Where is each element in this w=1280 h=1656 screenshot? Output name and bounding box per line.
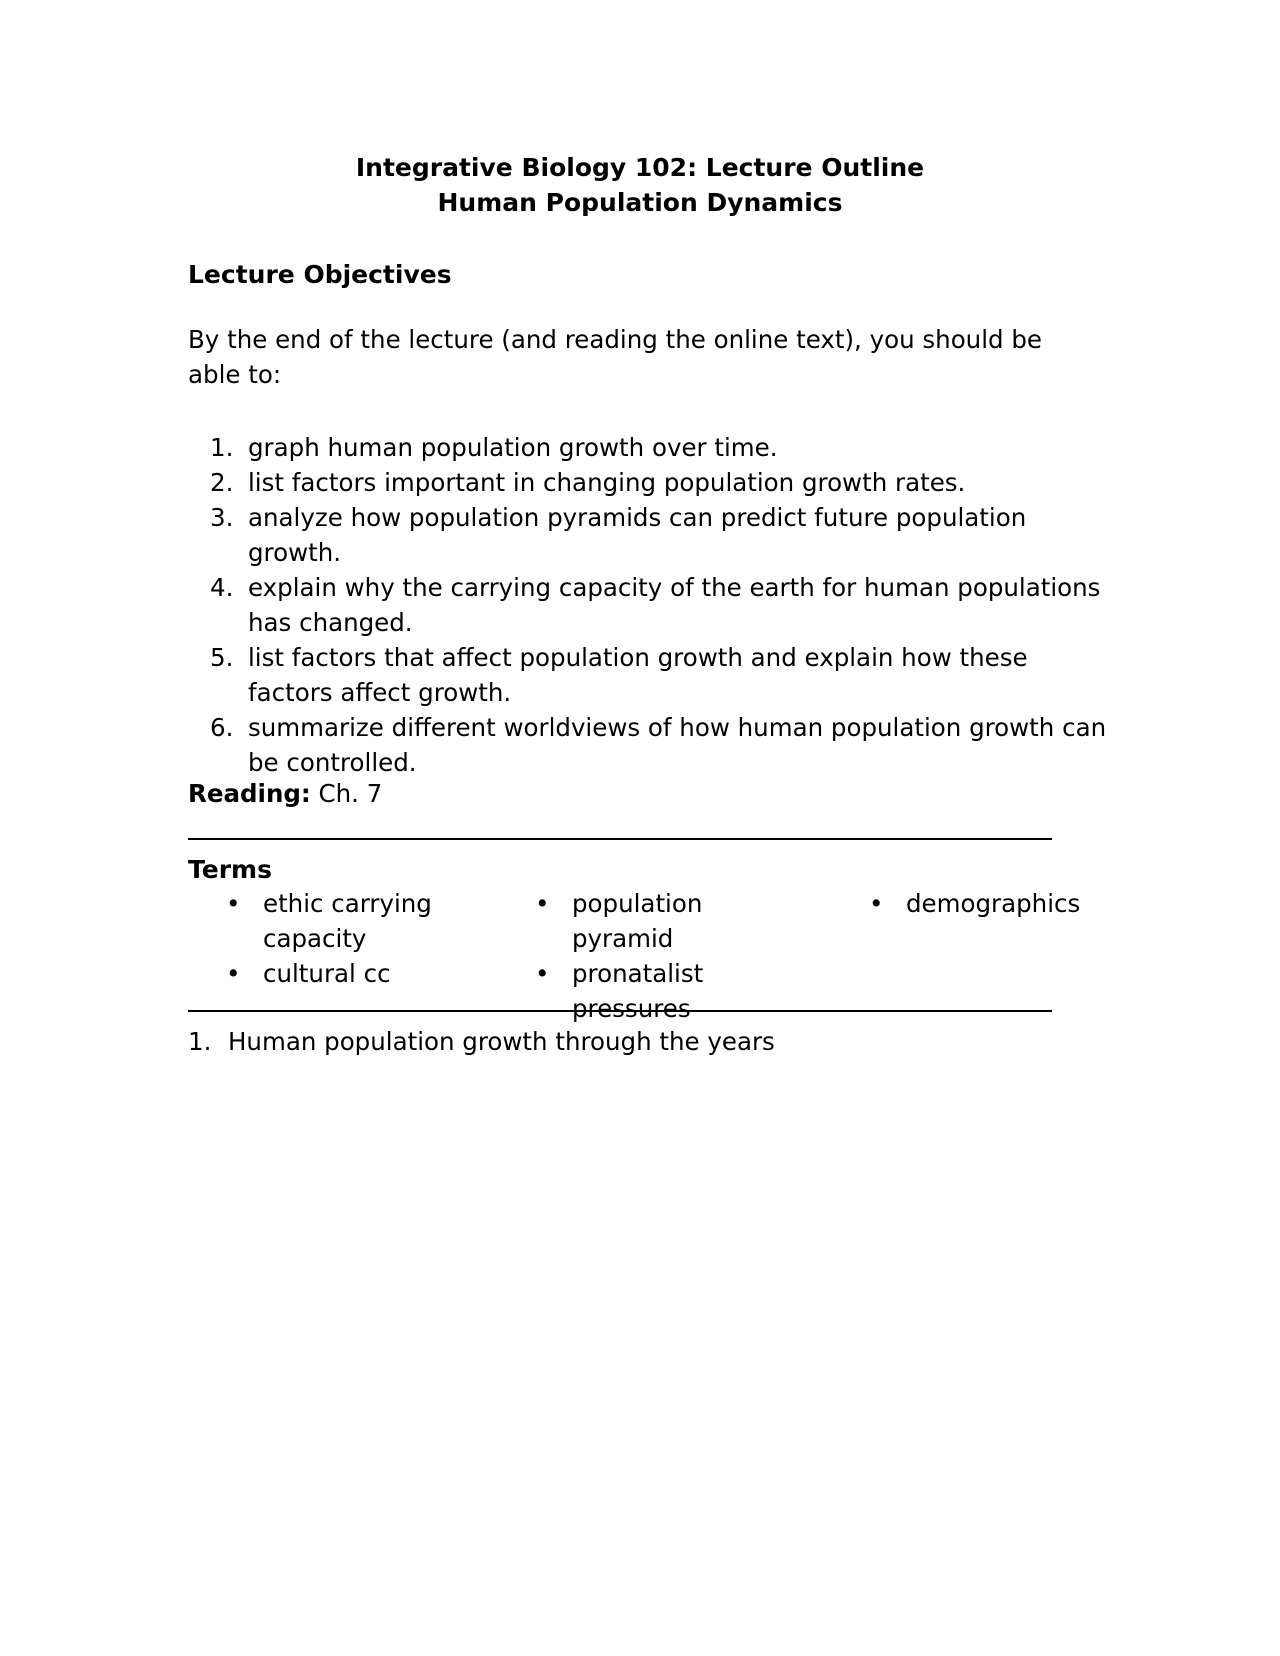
objective-text: summarize different worldviews of how human population growth can be controlled. (248, 713, 1107, 777)
reading-line (188, 776, 382, 811)
document-subtitle: Human Population Dynamics (437, 188, 843, 217)
objectives-list (188, 430, 1108, 780)
document-title: Integrative Biology 102: Lecture Outline (355, 153, 925, 182)
objective-item (188, 500, 1108, 570)
terms-heading: Terms (188, 855, 272, 884)
terms-column-1 (226, 886, 476, 991)
objective-number: 1. (210, 433, 234, 462)
term-item: • pronatalist pressures (535, 956, 722, 1026)
terms-column-3 (869, 886, 1089, 921)
outline-number: 1. (188, 1027, 212, 1056)
objectives-intro: By the end of the lecture (and reading the online text), you should be able to: (188, 325, 1042, 389)
reading-value: Ch. 7 (318, 779, 383, 808)
objective-number: 3. (210, 503, 234, 532)
objective-number: 4. (210, 573, 234, 602)
objectives-heading: Lecture Objectives (188, 260, 452, 289)
reading-label: Reading: (188, 779, 311, 808)
objective-number: 6. (210, 713, 234, 742)
horizontal-rule-bottom (188, 1010, 1052, 1012)
document-title-block (0, 150, 1280, 220)
outline-item (188, 1024, 775, 1059)
objective-item (188, 710, 1108, 780)
objective-item (188, 430, 1108, 465)
objective-text: analyze how population pyramids can predict future population growth. (248, 503, 1027, 567)
objective-number: 5. (210, 643, 234, 672)
objective-number: 2. (210, 468, 234, 497)
objective-text: list factors that affect population growth and explain how these factors affect growth. (248, 643, 1028, 707)
horizontal-rule-top (188, 838, 1052, 840)
objective-item (188, 570, 1108, 640)
term-item: • ethic carrying capacity (226, 886, 476, 956)
term-item: • population pyramid (535, 886, 790, 956)
outline-text: Human population growth through the years (228, 1027, 775, 1056)
objective-text: list factors important in changing population growth rates. (248, 468, 966, 497)
terms-column-2 (535, 886, 790, 1026)
objective-item (188, 640, 1108, 710)
objective-text: graph human population growth over time. (248, 433, 778, 462)
objective-item (188, 465, 1108, 500)
term-item: • demographics (869, 886, 1089, 921)
objective-text: explain why the carrying capacity of the earth for human populations has changed. (248, 573, 1101, 637)
term-item: • cultural cc (226, 956, 476, 991)
